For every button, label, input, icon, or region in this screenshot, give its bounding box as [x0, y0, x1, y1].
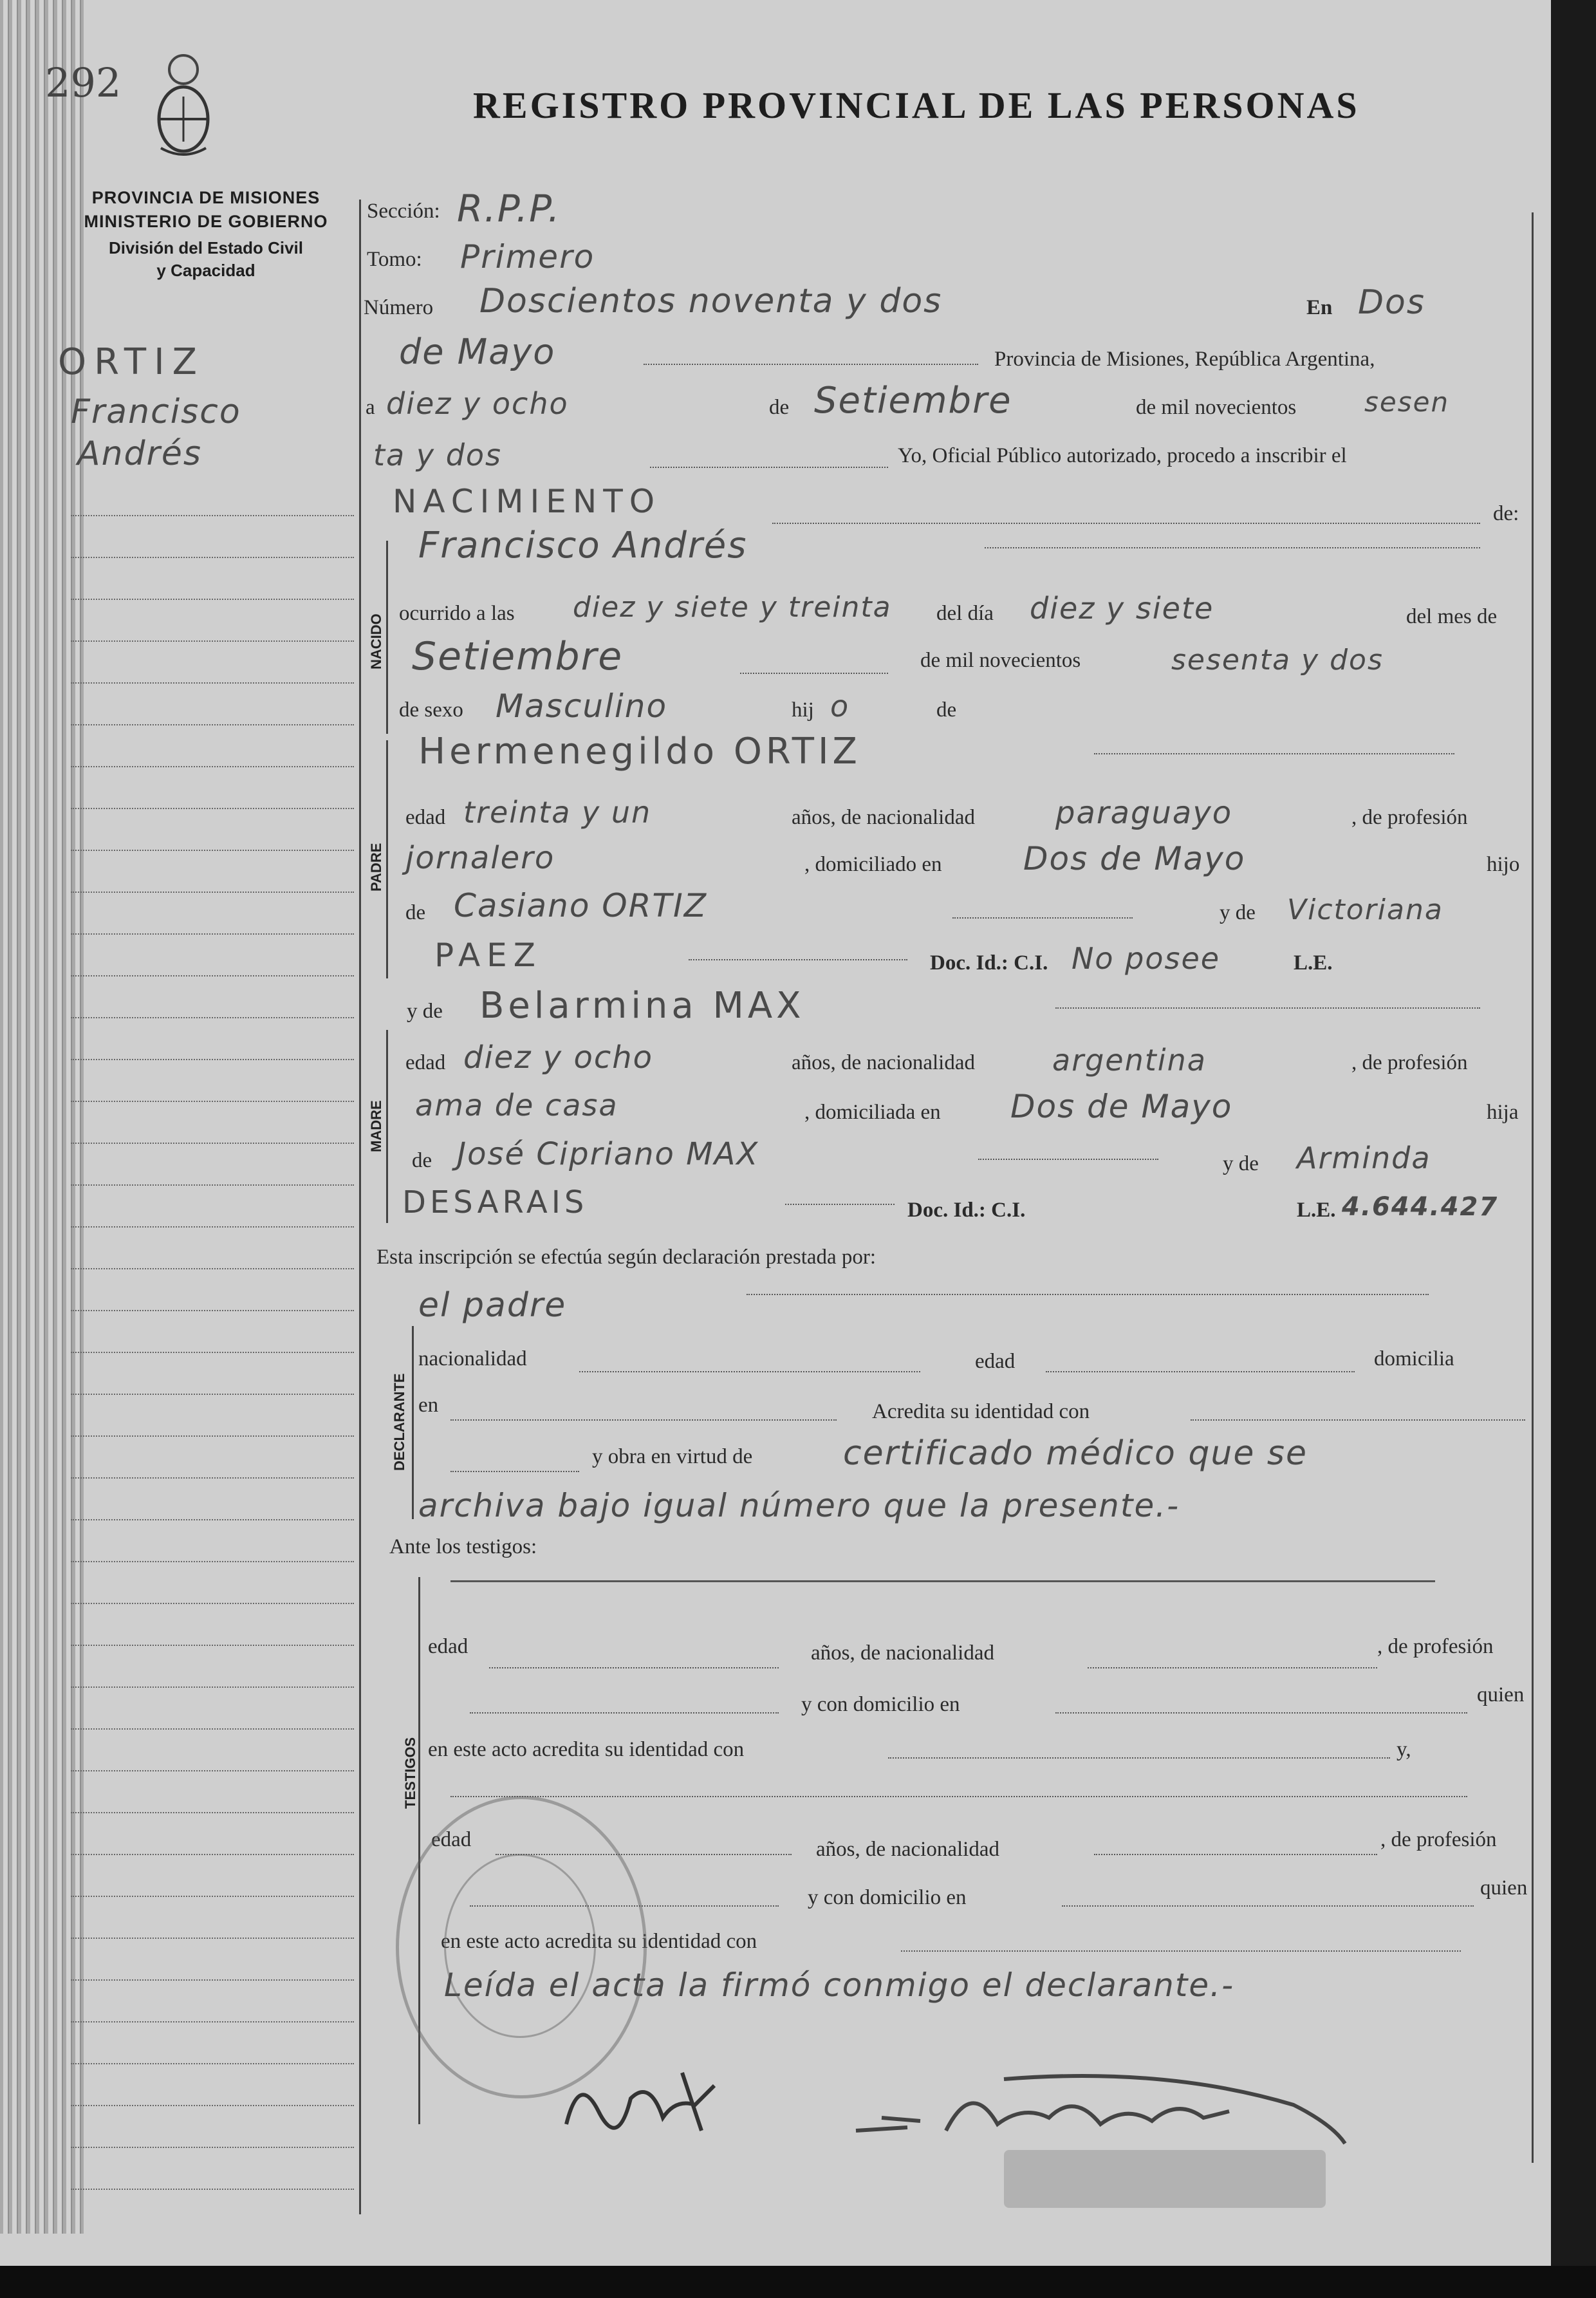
value-numero: Doscientos noventa y dos: [479, 282, 943, 321]
label-del-mes: del mes de: [1406, 605, 1498, 628]
side-label-declarante: DECLARANTE: [391, 1373, 407, 1471]
value-tomo: Primero: [460, 238, 595, 276]
declarante-bracket: [412, 1326, 414, 1519]
label-de-colon: de:: [1493, 502, 1519, 525]
value-padre-nac: paraguayo: [1055, 795, 1233, 831]
coat-of-arms-emblem: [154, 51, 212, 164]
value-hora: diez y siete y treinta: [573, 591, 892, 624]
value-mes-nac: Setiembre: [412, 634, 624, 679]
label-a: a: [366, 396, 375, 419]
label-madre-doc: Doc. Id.: C.I.: [907, 1199, 1026, 1222]
value-dia-nac: diez y siete: [1030, 591, 1214, 626]
label-yo: Yo, Oficial Público autorizado, procedo a inscribir el: [898, 444, 1347, 467]
office-province: PROVINCIA DE MISIONES: [91, 188, 320, 207]
label-provincia: Provincia de Misiones, República Argentina,: [994, 348, 1375, 371]
value-hij: o: [830, 689, 850, 724]
value-abuela-m-1: Arminda: [1297, 1141, 1431, 1175]
label-t1-y: y,: [1396, 1738, 1411, 1761]
label-ante-testigos: Ante los testigos:: [389, 1535, 537, 1558]
label-madre-prof: , de profesión: [1351, 1051, 1468, 1074]
label-t1-prof: , de profesión: [1377, 1635, 1494, 1658]
label-madre-de: de: [412, 1149, 432, 1172]
value-en-2: de Mayo: [399, 332, 556, 372]
label-tomo: Tomo:: [367, 248, 422, 271]
form-left-border: [359, 200, 361, 2214]
book-spine-edge: [0, 0, 84, 2234]
value-en-1: Dos: [1358, 283, 1425, 322]
label-decl-nacionalidad: nacionalidad: [418, 1347, 527, 1370]
value-madre-le: 4.644.427: [1342, 1192, 1499, 1222]
value-cierre-1: Leída el acta la firmó conmigo el declarante.-: [444, 1966, 1235, 2004]
value-dia: diez y ocho: [386, 386, 569, 421]
office-header: [71, 188, 341, 281]
label-madre-nac: años, de nacionalidad: [792, 1051, 975, 1074]
value-anio-nac: sesenta y dos: [1171, 644, 1384, 677]
label-decl-y-obra: y obra en virtud de: [592, 1445, 753, 1468]
label-hijo: hijo: [1487, 853, 1520, 876]
form-right-border: [1532, 212, 1534, 2163]
label-padre-prof: , de profesión: [1351, 806, 1468, 829]
value-anio-2: ta y dos: [373, 438, 502, 472]
label-t1-edad: edad: [428, 1635, 469, 1658]
label-decl-domicilia: domicilia: [1374, 1347, 1454, 1370]
label-en: En: [1306, 296, 1333, 319]
value-obra-1: certificado médico que se: [843, 1434, 1308, 1473]
office-ministry: MINISTERIO DE GOBIERNO: [84, 212, 328, 231]
witness-signature-line: [450, 1580, 1435, 1582]
label-de-mil-2: de mil novecientos: [920, 649, 1081, 672]
label-padre-le: L.E.: [1294, 951, 1333, 975]
value-madre-nac: argentina: [1052, 1043, 1207, 1078]
value-padre-ci: No posee: [1072, 941, 1221, 976]
label-de-mes: de: [769, 396, 790, 419]
value-abuelo-p: Casiano ORTIZ: [454, 887, 707, 924]
official-seal-inner: [444, 1854, 596, 2038]
side-label-nacido: NACIDO: [368, 613, 384, 669]
label-hij: hij: [792, 698, 814, 722]
label-t2-anos: años, de nacionalidad: [816, 1838, 999, 1861]
label-ocurrido: ocurrido a las: [399, 602, 515, 625]
registration-stamp: [1004, 2150, 1326, 2208]
side-label-madre: MADRE: [368, 1100, 384, 1152]
label-t2-dom: y con domicilio en: [808, 1886, 967, 1909]
value-abuela-m-2: DESARAIS: [402, 1184, 588, 1220]
official-signature: [843, 2066, 1358, 2153]
margin-second-name: Andrés: [77, 434, 202, 473]
label-padre-edad: edad: [405, 806, 446, 829]
label-del-dia: del día: [936, 602, 994, 625]
margin-first-name: Francisco: [71, 393, 241, 431]
label-padre-de: de: [405, 901, 426, 924]
label-t2-acredita: en este acto acredita su identidad con: [441, 1930, 757, 1953]
office-division: División del Estado Civil: [109, 238, 303, 257]
label-de-mil: de mil novecientos: [1136, 396, 1297, 419]
label-de-padres: de: [936, 698, 957, 722]
document-title: REGISTRO PROVINCIAL DE LAS PERSONAS: [473, 84, 1360, 126]
label-padre-dom: , domiciliado en: [804, 853, 942, 876]
label-esta-inscripcion: Esta inscripción se efectúa según declaración prestada por:: [376, 1246, 877, 1269]
value-padre-dom: Dos de Mayo: [1023, 840, 1246, 877]
label-hija: hija: [1487, 1101, 1519, 1124]
value-anio-1: sesen: [1364, 386, 1450, 418]
label-numero: Número: [364, 296, 434, 319]
value-obra-2: archiva bajo igual número que la presente.-: [418, 1487, 1180, 1524]
value-abuela-p-2: PAEZ: [434, 937, 543, 974]
label-t1-dom: y con domicilio en: [801, 1693, 960, 1716]
label-decl-acredita: Acredita su identidad con: [872, 1400, 1090, 1423]
office-capacity: y Capacidad: [156, 261, 255, 280]
label-decl-en: en: [418, 1394, 439, 1417]
label-t1-quien: quien: [1477, 1683, 1525, 1706]
value-madre-dom: Dos de Mayo: [1010, 1088, 1233, 1125]
madre-bracket: [386, 1030, 388, 1223]
side-label-testigos: TESTIGOS: [402, 1737, 418, 1809]
label-y-de-madre: y de: [407, 1000, 443, 1023]
value-madre-prof: ama de casa: [415, 1088, 618, 1123]
value-madre-edad: diez y ocho: [463, 1040, 653, 1076]
value-abuelo-m: José Cipriano MAX: [457, 1136, 759, 1172]
scan-footer-bar: [0, 2266, 1596, 2298]
margin-surname: ORTIZ: [58, 341, 205, 383]
value-padre: Hermenegildo ORTIZ: [418, 731, 861, 772]
label-t2-edad: edad: [431, 1828, 472, 1851]
label-de-sexo: de sexo: [399, 698, 463, 722]
label-padre-doc: Doc. Id.: C.I.: [930, 951, 1048, 975]
page-number: 292: [45, 59, 122, 106]
value-sexo: Masculino: [496, 687, 668, 725]
label-seccion: Sección:: [367, 200, 440, 223]
value-mes: Setiembre: [814, 380, 1012, 422]
label-madre-le: L.E.: [1297, 1199, 1336, 1222]
label-padre-y-de: y de: [1220, 901, 1256, 924]
padre-bracket: [386, 740, 388, 978]
label-madre-dom: , domiciliada en: [804, 1101, 941, 1124]
label-madre-edad: edad: [405, 1051, 446, 1074]
label-t2-prof: , de profesión: [1380, 1828, 1497, 1851]
value-padre-edad: treinta y un: [463, 795, 652, 830]
label-t2-quien: quien: [1480, 1876, 1528, 1900]
value-declarante: el padre: [418, 1286, 567, 1325]
testigos-bracket: [418, 1577, 420, 2124]
value-padre-prof: jornalero: [405, 840, 555, 876]
label-t1-acredita: en este acto acredita su identidad con: [428, 1738, 745, 1761]
nacido-bracket: [386, 541, 388, 734]
value-acto: NACIMIENTO: [393, 483, 662, 520]
label-decl-edad: edad: [975, 1350, 1016, 1373]
label-padre-nac: años, de nacionalidad: [792, 806, 975, 829]
label-madre-y-de: y de: [1223, 1152, 1259, 1175]
side-label-padre: PADRE: [368, 843, 384, 892]
value-abuela-p-1: Victoriana: [1287, 893, 1443, 926]
value-nombre: Francisco Andrés: [418, 525, 748, 566]
value-madre: Belarmina MAX: [479, 985, 805, 1027]
value-seccion: R.P.P.: [457, 187, 561, 230]
label-t1-anos: años, de nacionalidad: [811, 1641, 994, 1665]
